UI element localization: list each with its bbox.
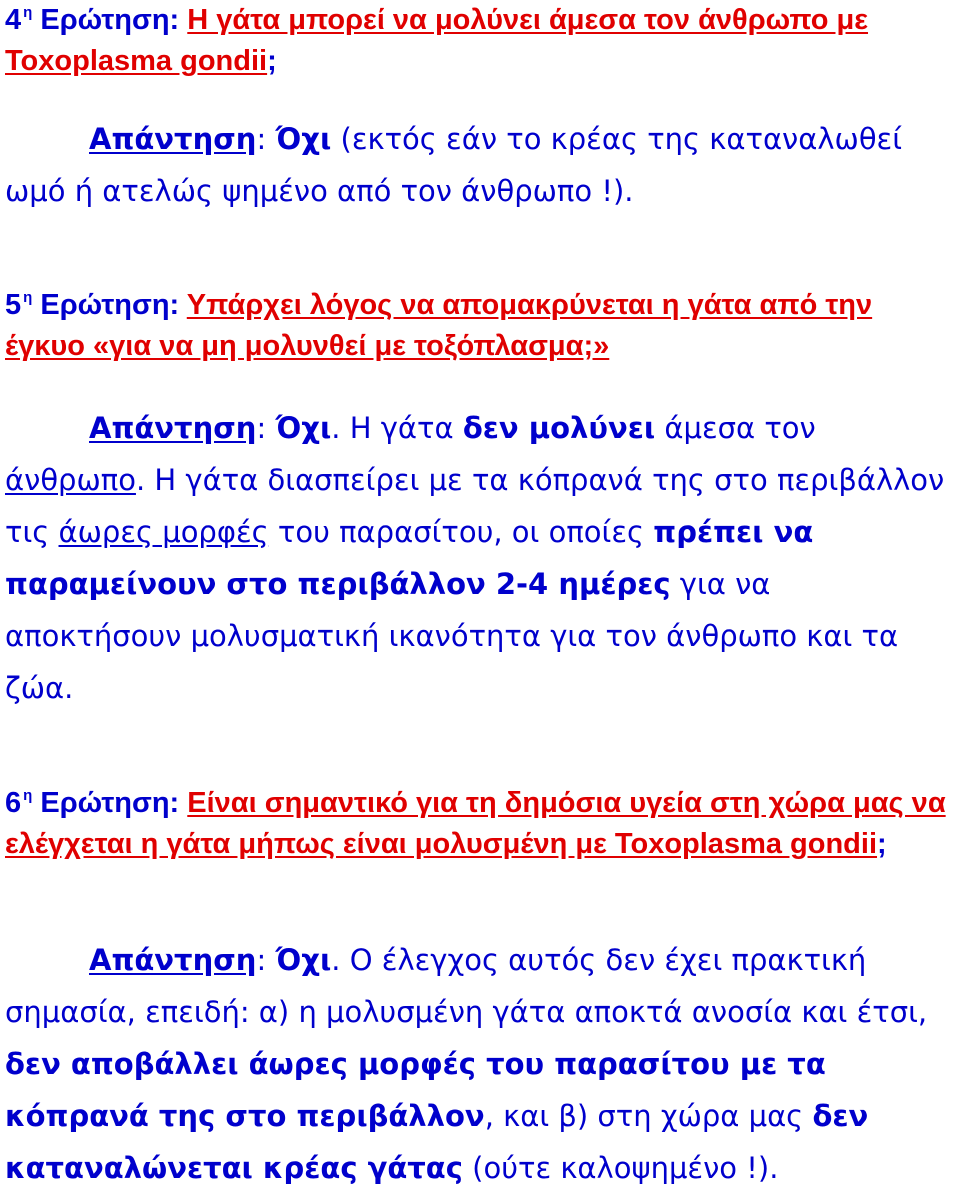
answer-underlined-phrase: άωρες μορφές xyxy=(58,515,269,549)
answer-underlined-phrase: άνθρωπο xyxy=(5,463,136,497)
question-lead: Ερώτηση: xyxy=(40,787,180,819)
question-end: ; xyxy=(877,828,887,860)
answer-no: Όχι xyxy=(275,943,332,977)
answer-label: Απάντηση xyxy=(89,943,257,977)
answer-label: Απάντηση xyxy=(89,411,257,445)
answer-text-part: . Ο έλεγχος αυτός δεν έχει πρακτική σημασία, επειδή: α) η μολυσμένη γάτα αποκτά ανοσία και έτσι, xyxy=(5,943,928,1029)
ordinal-suffix: η xyxy=(23,289,33,306)
question-text: Είναι σημαντικό για τη δημόσια υγεία στη χώρα μας να ελέγχεται η γάτα μήπως είναι μολυσμένη με Toxoplasma gondii xyxy=(5,787,946,860)
question-number: 6 xyxy=(5,787,22,819)
answer-5 xyxy=(5,402,952,714)
answer-no: Όχι xyxy=(275,411,332,445)
answer-label: Απάντηση xyxy=(89,122,257,156)
question-lead: Ερώτηση: xyxy=(40,289,180,321)
answer-text-part: , και β) στη χώρα μας xyxy=(484,1099,813,1133)
question-6 xyxy=(5,785,952,862)
answer-text-part: . Η γάτα διασπείρει με τα κόπρανά της στο περιβάλλον τις xyxy=(5,463,945,549)
answer-bold-phrase: πρέπει να παραμείνουν στο περιβάλλον 2-4 ημέρες xyxy=(5,515,814,601)
answer-text: (εκτός εάν το κρέας της καταναλωθεί ωμό ή ατελώς ψημένο από τον άνθρωπο !). xyxy=(5,122,903,208)
answer-text-part: άμεσα τον xyxy=(655,411,816,445)
answer-text-part: . Η γάτα xyxy=(331,411,463,445)
question-5 xyxy=(5,287,952,364)
question-text: Υπάρχει λόγος να απομακρύνεται η γάτα από την έγκυο «για να μη μολυνθεί με τοξόπλασμα;» xyxy=(5,289,873,362)
question-4 xyxy=(5,2,952,79)
answer-text-part: για να αποκτήσουν μολυσματική ικανότητα για τον άνθρωπο και τα ζώα. xyxy=(5,567,899,705)
ordinal-suffix: η xyxy=(23,4,33,21)
question-number: 4 xyxy=(5,4,22,36)
answer-text-part: (ούτε καλοψημένο !). xyxy=(462,1151,779,1185)
question-text: Η γάτα μπορεί να μολύνει άμεσα τον άνθρωπο με Toxoplasma gondii xyxy=(5,4,869,77)
answer-4 xyxy=(5,113,952,217)
question-end: ; xyxy=(267,45,277,77)
answer-colon: : xyxy=(256,411,267,445)
answer-6 xyxy=(5,934,952,1194)
question-number: 5 xyxy=(5,289,22,321)
answer-bold-phrase: δεν αποβάλλει άωρες μορφές του παρασίτου με τα κόπρανά της στο περιβάλλον xyxy=(5,1047,826,1133)
ordinal-suffix: η xyxy=(23,787,33,804)
answer-colon: : xyxy=(256,122,267,156)
answer-text-part: του παρασίτου, οι οποίες xyxy=(268,515,654,549)
question-lead: Ερώτηση: xyxy=(40,4,180,36)
answer-bold-phrase: δεν μολύνει xyxy=(462,411,656,445)
answer-colon: : xyxy=(256,943,267,977)
answer-bold-phrase: δεν καταναλώνεται κρέας γάτας xyxy=(5,1099,869,1185)
answer-no: Όχι xyxy=(275,122,332,156)
